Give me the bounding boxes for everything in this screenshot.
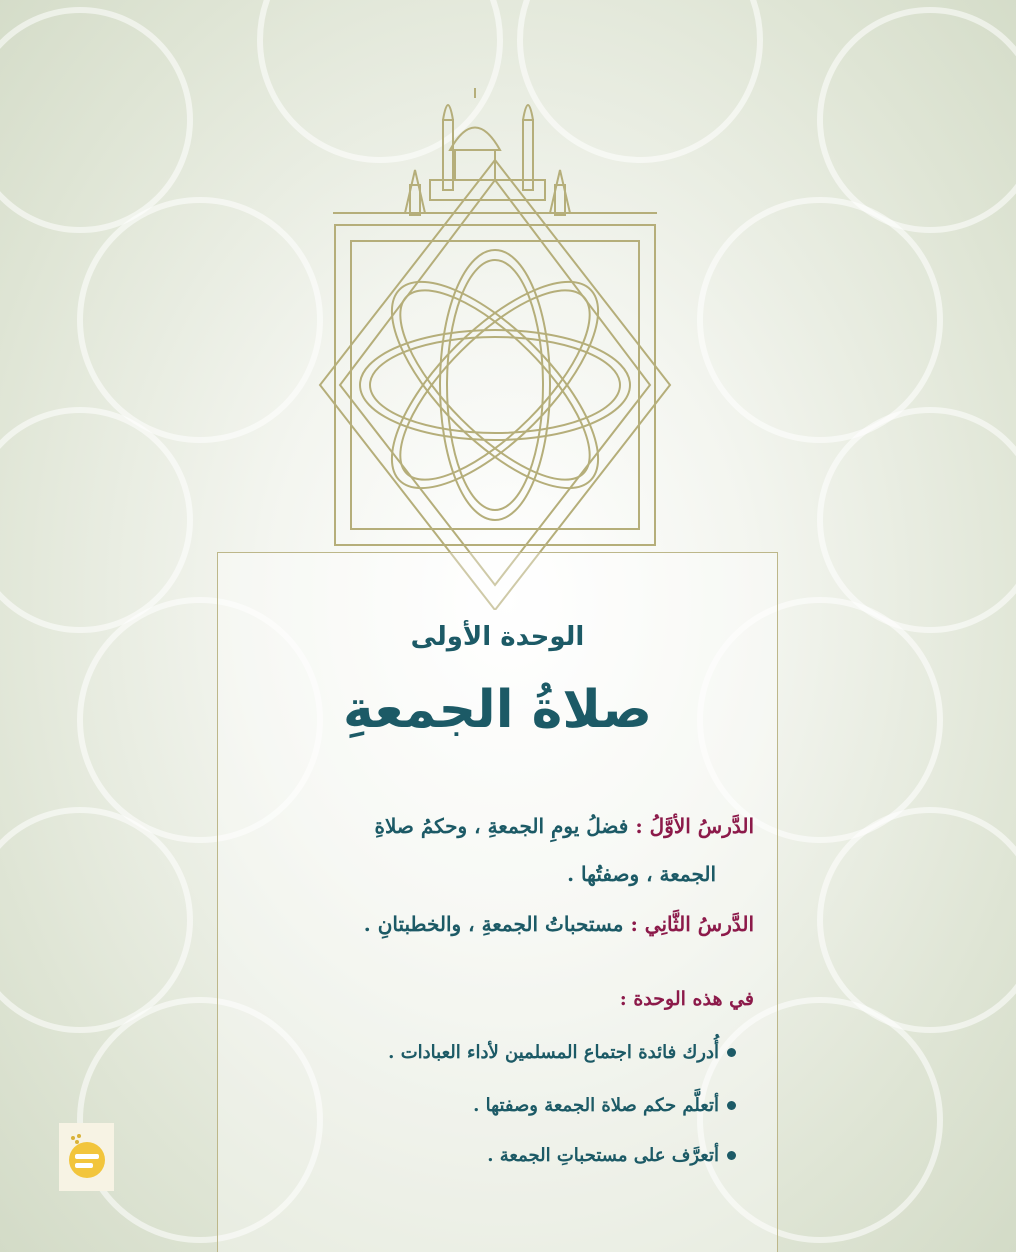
lesson-2-label: الدَّرسُ الثَّانِي :	[630, 912, 754, 936]
lesson-1	[274, 804, 754, 848]
lesson-1-label: الدَّرسُ الأوَّلُ :	[635, 814, 754, 838]
lesson-2	[274, 902, 754, 946]
lesson-2-text: مستحباتُ الجمعةِ ، والخطبتانِ .	[363, 912, 624, 936]
objectives-heading: في هذه الوحدة :	[619, 988, 754, 1010]
objective-item	[388, 1042, 736, 1063]
objective-text: أُدرك فائدة اجتماع المسلمين لأداء العبادات .	[388, 1042, 719, 1063]
publisher-logo-icon	[59, 1123, 114, 1191]
lesson-1-line2: الجمعة ، وصفتُها .	[567, 862, 716, 886]
objective-item	[487, 1145, 736, 1166]
bullet-icon	[727, 1048, 736, 1057]
bullet-icon	[727, 1101, 736, 1110]
unit-title: صلاةُ الجمعةِ	[342, 680, 653, 740]
mosque-star-ornament-icon	[265, 80, 725, 610]
bullet-icon	[727, 1151, 736, 1160]
objective-text: أتعلَّم حكم صلاة الجمعة وصفتها .	[473, 1095, 719, 1116]
objective-item	[473, 1095, 736, 1116]
objective-text: أتعرَّف على مستحباتِ الجمعة .	[487, 1145, 719, 1166]
lesson-1-text: فضلُ يومِ الجمعةِ ، وحكمُ صلاةِ	[374, 814, 629, 838]
unit-label: الوحدة الأولى	[410, 622, 585, 652]
